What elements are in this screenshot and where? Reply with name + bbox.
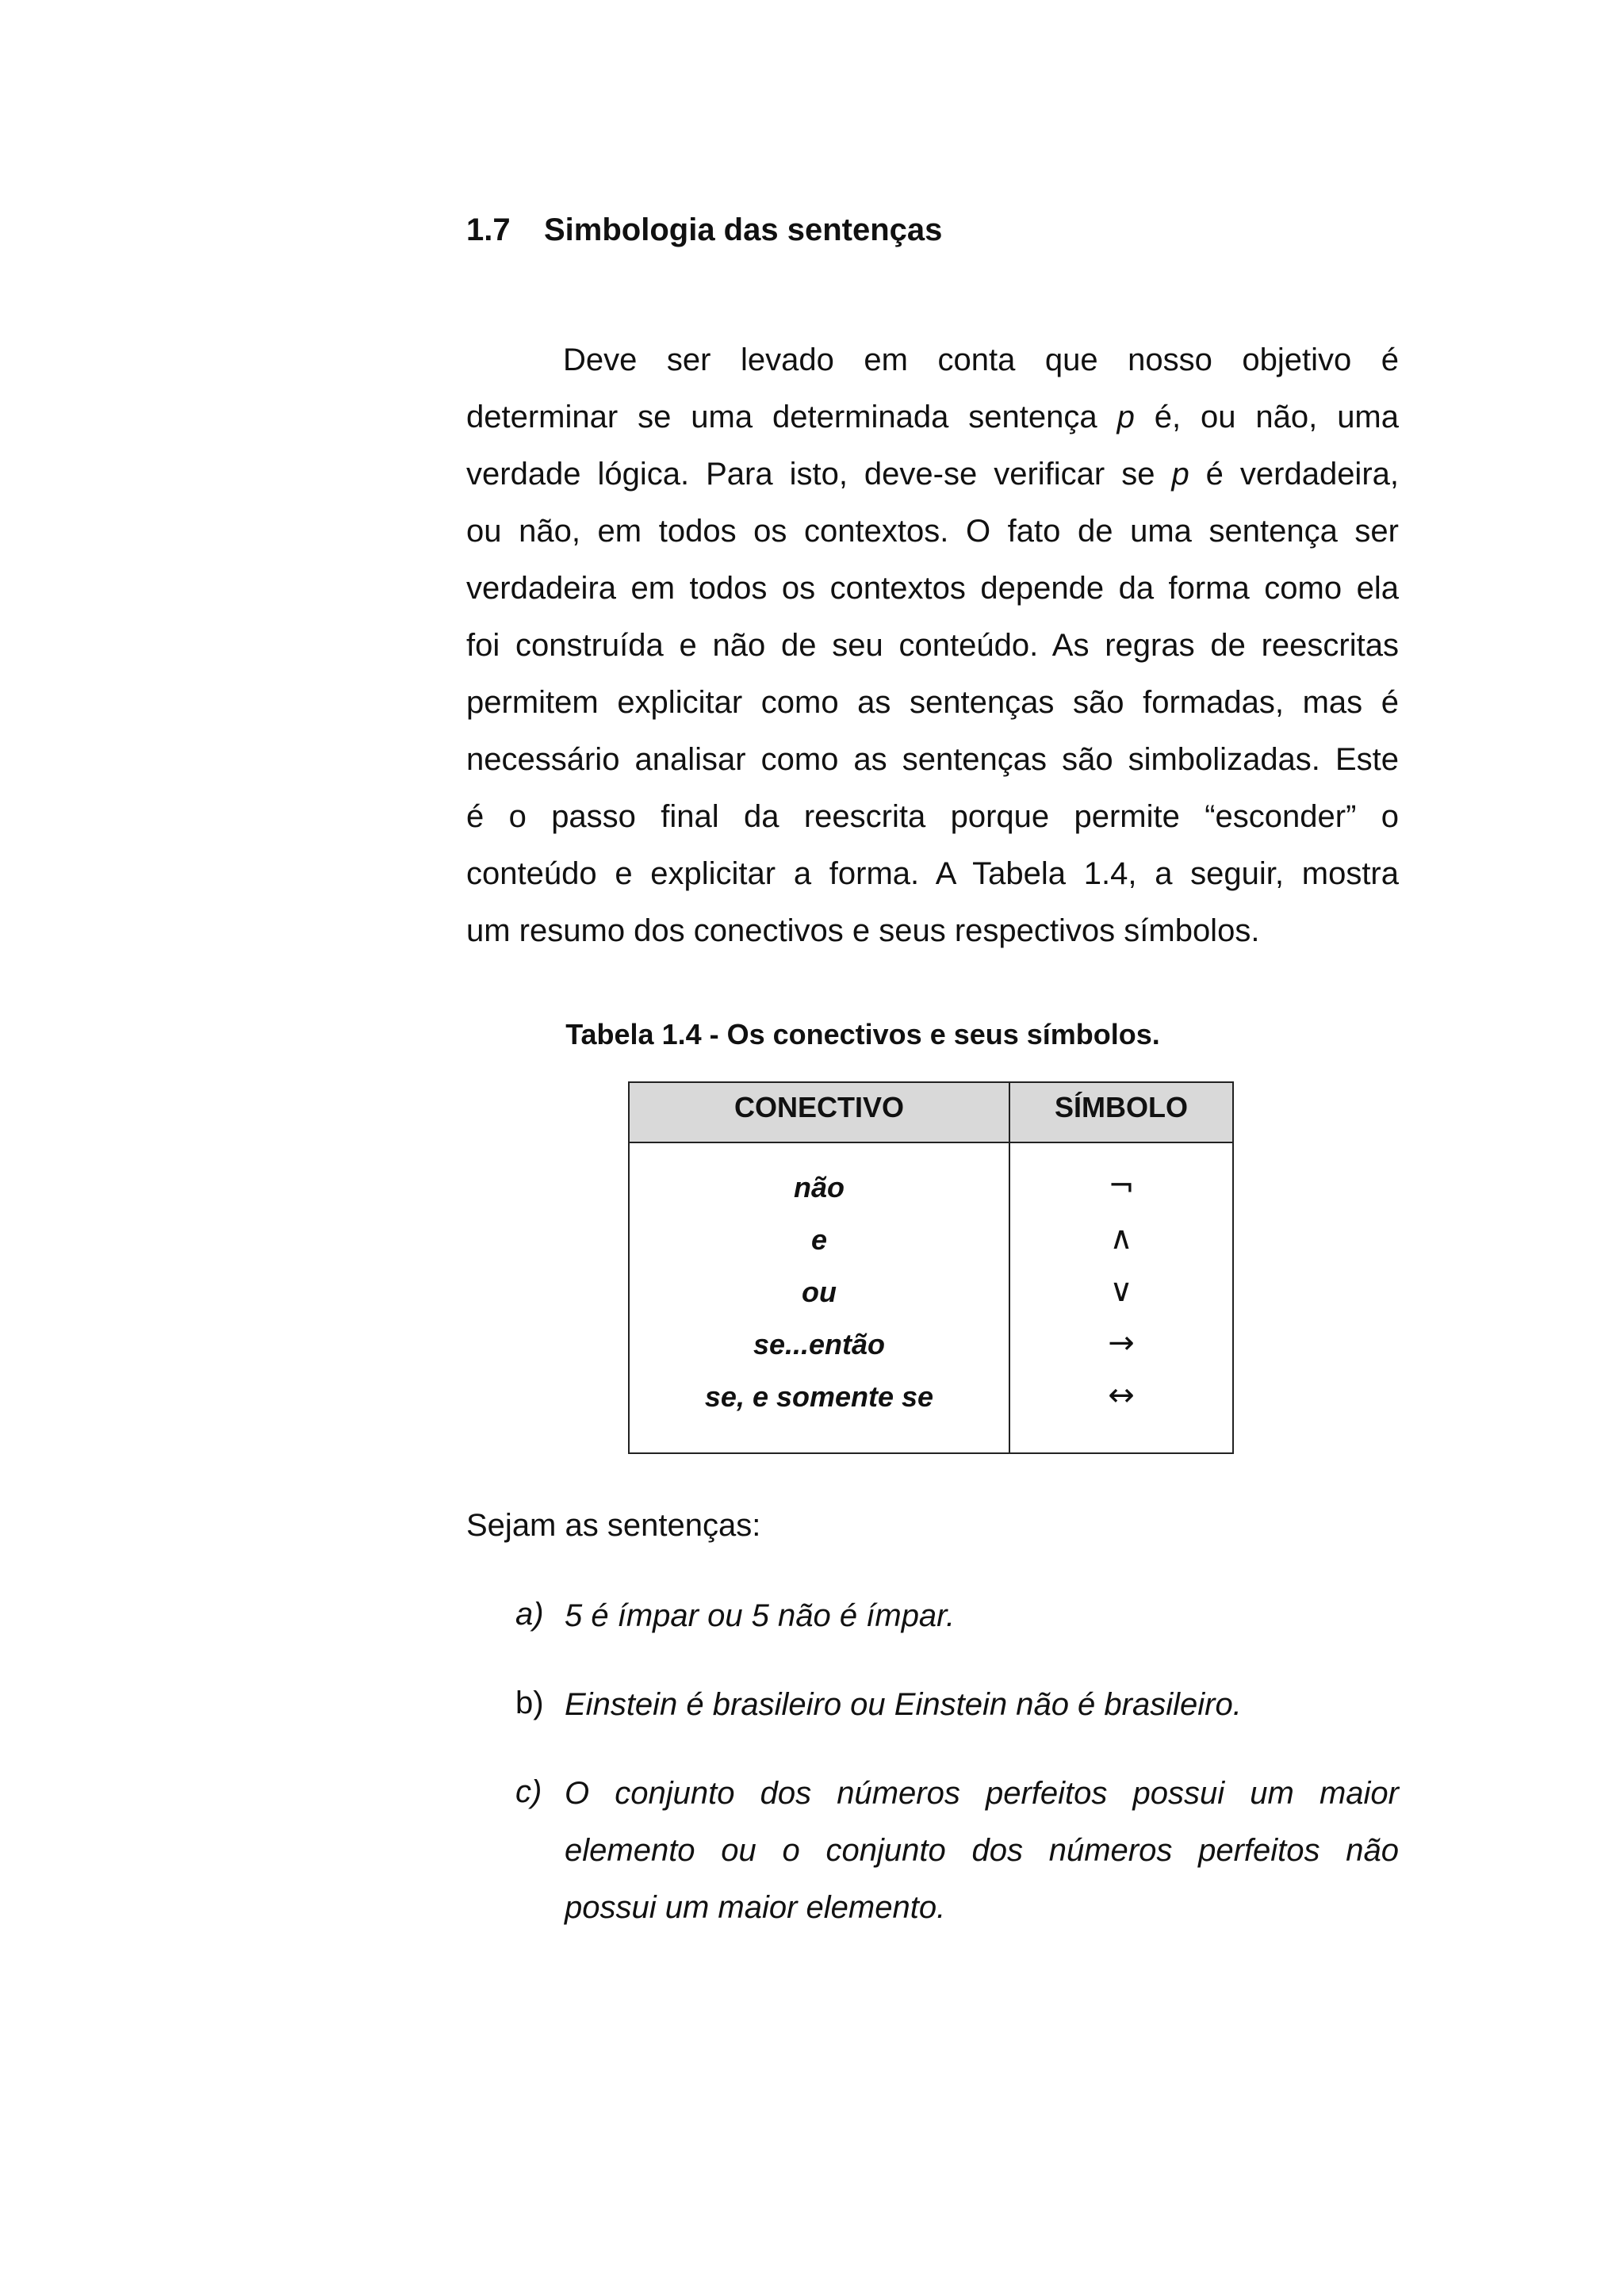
variable-p: p [1116,400,1135,434]
paragraph-line: verdade lógica. Para isto, deve-se verificar se p é verdadeira, [466,457,1400,492]
list-item-text: 5 é ímpar ou 5 não é ímpar. [565,1598,956,1633]
paragraph-line: um resumo dos conectivos e seus respectivos símbolos. [466,913,1260,948]
connective-cell: ou [802,1276,837,1308]
list-item-label: a) [515,1597,544,1632]
body-paragraph [466,336,1399,964]
paragraph-line: conteúdo e explicitar a forma. A Tabela 1.4, a seguir, mostra [466,856,1399,891]
symbol-cell: ↔ [1108,1377,1135,1414]
paragraph-line: permitem explicitar como as sentenças são formadas, mas é [466,685,1399,720]
section-heading [466,212,942,248]
section-number: 1.7 [466,212,511,247]
paragraph-line: necessário analisar como as sentenças são simbolizadas. Este [466,742,1399,777]
symbol-cell: ¬ [1108,1168,1135,1204]
symbol-cell: ∧ [1109,1220,1133,1257]
table-caption: Tabela 1.4 - Os conectivos e seus símbolos. [565,1018,1160,1050]
symbol-cell: ∨ [1109,1272,1133,1309]
list-item-text: O conjunto dos números perfeitos possui um maior elemento ou o conjunto dos números perfeitos não possui um maior elemento. [565,1776,1399,1925]
header-connective: CONECTIVO [733,1091,904,1123]
section-title: Simbologia das sentenças [544,212,943,247]
connective-cell: e [810,1223,828,1256]
sentences-intro: Sejam as sentenças: [466,1508,761,1543]
symbol-cell: → [1108,1325,1135,1361]
paragraph-line: é o passo final da reescrita porque permite “esconder” o [466,799,1399,834]
list-item-text: Einstein é brasileiro ou Einstein não é brasileiro. [565,1687,1242,1722]
header-symbol: SÍMBOLO [1055,1091,1188,1123]
connective-cell: se, e somente se [704,1380,934,1413]
list-item-label: b) [515,1686,544,1720]
paragraph-line: ou não, em todos os contextos. O fato de uma sentença ser [466,514,1399,549]
list-item-label: c) [515,1774,542,1809]
paragraph-line: foi construída e não de seu conteúdo. As regras de reescritas [466,628,1399,663]
paragraph-line: verdadeira em todos os contextos depende da forma como ela [466,571,1399,606]
paragraph-line: determinar se uma determinada sentença p é, ou não, uma [466,400,1400,434]
variable-p: p [1171,457,1189,492]
paragraph-line: Deve ser levado em conta que nosso objetivo é [563,342,1399,377]
connective-cell: se...então [753,1328,886,1360]
connectives-table [628,1081,1234,1454]
connective-cell: não [793,1171,845,1203]
